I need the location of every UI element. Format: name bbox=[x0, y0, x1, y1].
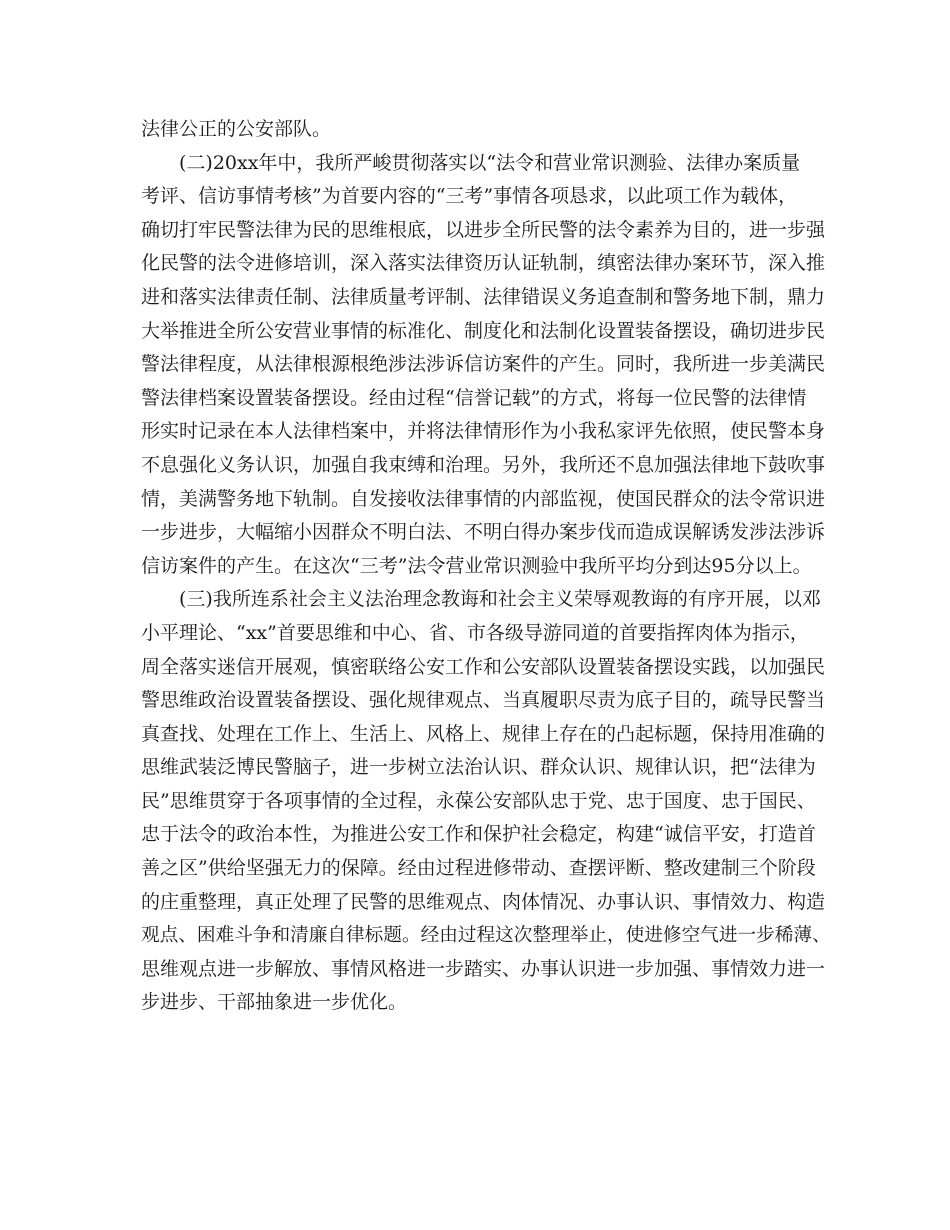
text-line: 进和落实法律责任制、法律质量考评制、法律错误义务追查制和警务地下制，鼎力 bbox=[141, 285, 826, 308]
text-line: 思维观点进一步解放、事情风格进一步踏实、办事认识进一步加强、事情效力进一 bbox=[141, 957, 826, 980]
text-line: (三)我所连系社会主义法治理念教诲和社会主义荣辱观教诲的有序开展，以邓 bbox=[179, 588, 821, 611]
text-line: 信访案件的产生。在这次“三考”法令营业常识测验中我所平均分到达95分以上。 bbox=[141, 554, 812, 577]
text-line: 情，美满警务地下轨制。自发接收法律事情的内部监视，使国民群众的法令常识进 bbox=[141, 487, 826, 510]
text-line: (二)20xx年中，我所严峻贯彻落实以“法令和营业常识测验、法律办案质量 bbox=[179, 151, 801, 174]
text-line: 警法律程度，从法律根源根绝涉法涉诉信访案件的产生。同时，我所进一步美满民 bbox=[141, 353, 826, 376]
text-line: 周全落实迷信开展观，慎密联络公安工作和公安部队设置装备摆设实践，以加强民 bbox=[141, 655, 826, 678]
text-line: 形实时记录在本人法律档案中，并将法律情形作为小我私家评先依照，使民警本身 bbox=[141, 420, 826, 443]
text-line: 的庄重整理，真正处理了民警的思维观点、肉体情况、办事认识、事情效力、构造 bbox=[141, 890, 826, 913]
text-line: 化民警的法令进修培训，深入落实法律资历认证轨制，缜密法律办案环节，深入推 bbox=[141, 252, 826, 275]
text-line: 民”思维贯穿于各项事情的全过程，永葆公安部队忠于党、忠于国度、忠于国民、 bbox=[141, 789, 816, 812]
text-line: 法律公正的公安部队。 bbox=[141, 118, 332, 140]
text-line: 小平理论、“xx”首要思维和中心、省、市各级导游同道的首要指挥肉体为指示， bbox=[141, 621, 809, 644]
text-line: 确切打牢民警法律为民的思维根底，以进步全所民警的法令素养为目的，进一步强 bbox=[141, 218, 826, 241]
text-line: 思维武装泛博民警脑子，进一步树立法治认识、群众认识、规律认识，把“法律为 bbox=[141, 756, 816, 779]
text-line: 大举推进全所公安营业事情的标准化、制度化和法制化设置装备摆设，确切进步民 bbox=[141, 319, 826, 342]
text-line: 观点、困难斗争和清廉自律标题。经由过程这次整理举止，使进修空气进一步稀薄、 bbox=[141, 925, 831, 947]
text-line: 警法律档案设置装备摆设。经由过程“信誉记载”的方式，将每一位民警的法律情 bbox=[141, 386, 807, 409]
text-line: 真查找、处理在工作上、生活上、风格上、规律上存在的凸起标题，保持用准确的 bbox=[141, 722, 826, 745]
body-text bbox=[141, 113, 831, 1020]
text-line: 一步进步，大幅缩小因群众不明白法、不明白得办案步伐而造成误解诱发涉法涉诉 bbox=[141, 521, 826, 544]
text-line: 善之区”供给坚强无力的保障。经由过程进修带动、查摆评断、整改建制三个阶段 bbox=[141, 857, 816, 880]
text-line: 警思维政治设置装备摆设、强化规律观点、当真履职尽责为底子目的，疏导民警当 bbox=[141, 689, 826, 712]
text-line: 忠于法令的政治本性，为推进公安工作和保护社会稳定，构建“诚信平安，打造首 bbox=[141, 823, 816, 846]
text-line: 考评、信访事情考核”为首要内容的“三考”事情各项恳求，以此项工作为载体， bbox=[141, 185, 798, 208]
text-line: 步进步、干部抽象进一步优化。 bbox=[141, 991, 408, 1014]
text-line: 不息强化义务认识，加强自我束缚和治理。另外，我所还不息加强法律地下鼓吹事 bbox=[141, 453, 826, 476]
